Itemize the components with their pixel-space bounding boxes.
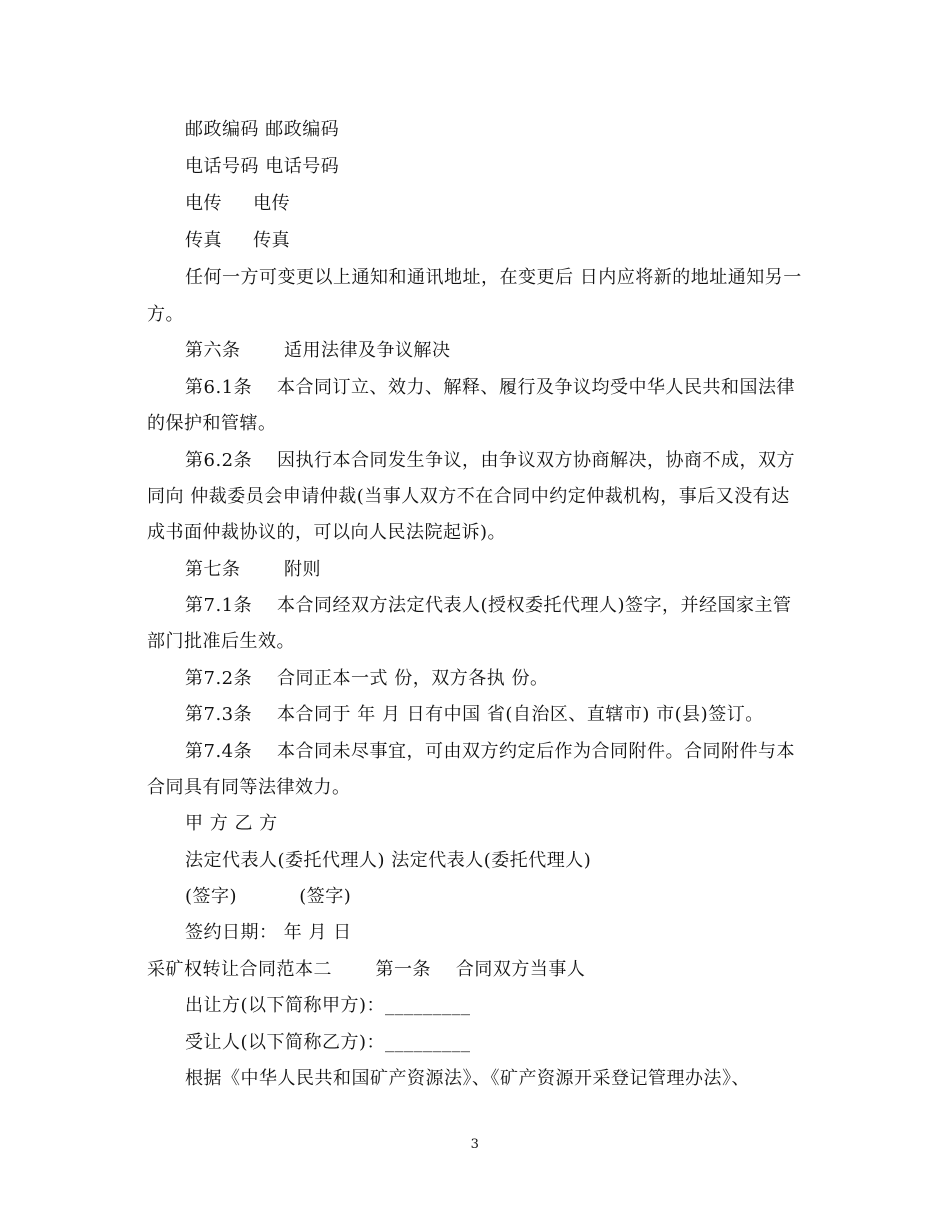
- clause-7-3-line: 第7.3条 本合同于 年 月 日有中国 省(自治区、直辖市) 市(县)签订。: [185, 704, 764, 725]
- telex-line: 电传 电传: [185, 193, 291, 214]
- phone-line: 电话号码 电话号码: [185, 156, 340, 177]
- clause-7-2-line: 第7.2条 合同正本一式 份，双方各执 份。: [185, 668, 549, 689]
- postal-code-line: 邮政编码 邮政编码: [185, 119, 340, 140]
- signing-date-line: 签约日期： 年 月 日: [185, 922, 352, 943]
- transferee-line: 受让人(以下简称乙方)：_________: [185, 1032, 471, 1053]
- clause-6-2-line: 成书面仲裁协议的，可以向人民法院起诉)。: [147, 522, 507, 543]
- parties-line: 甲 方 乙 方: [185, 813, 278, 834]
- transferor-line: 出让方(以下简称甲方)：_________: [185, 995, 471, 1016]
- representatives-line: 法定代表人(委托代理人) 法定代表人(委托代理人): [185, 850, 592, 871]
- article-7-heading: 第七条 附则: [185, 559, 322, 580]
- clause-6-2-line: 第6.2条 因执行本合同发生争议，由争议双方协商解决，协商不成，双方: [185, 450, 796, 471]
- clause-6-2-line: 同向 仲裁委员会申请仲裁(当事人双方不在合同中约定仲裁机构，事后又没有达: [147, 486, 790, 507]
- template-two-heading: 采矿权转让合同范本二 第一条 合同双方当事人: [147, 959, 586, 980]
- clause-7-1-line: 第7.1条 本合同经双方法定代表人(授权委托代理人)签字，并经国家主管: [185, 595, 792, 616]
- signature-line: (签字) (签字): [185, 886, 352, 907]
- clause-7-4-line: 第7.4条 本合同未尽事宜，可由双方约定后作为合同附件。合同附件与本: [185, 741, 796, 762]
- notice-paragraph-line: 任何一方可变更以上通知和通讯地址，在变更后 日内应将新的地址通知另一: [185, 267, 802, 288]
- basis-line: 根据《中华人民共和国矿产资源法》、《矿产资源开采登记管理办法》、: [185, 1068, 750, 1089]
- fax-line: 传真 传真: [185, 230, 291, 251]
- article-6-heading: 第六条 适用法律及争议解决: [185, 340, 451, 361]
- clause-6-1-line: 第6.1条 本合同订立、效力、解释、履行及争议均受中华人民共和国法律: [185, 377, 796, 398]
- clause-7-1-line: 部门批准后生效。: [147, 631, 295, 652]
- clause-7-4-line: 合同具有同等法律效力。: [147, 777, 351, 798]
- clause-6-1-line: 的保护和管辖。: [147, 413, 277, 434]
- page-number: 3: [470, 1137, 480, 1152]
- notice-paragraph-line: 方。: [147, 304, 184, 325]
